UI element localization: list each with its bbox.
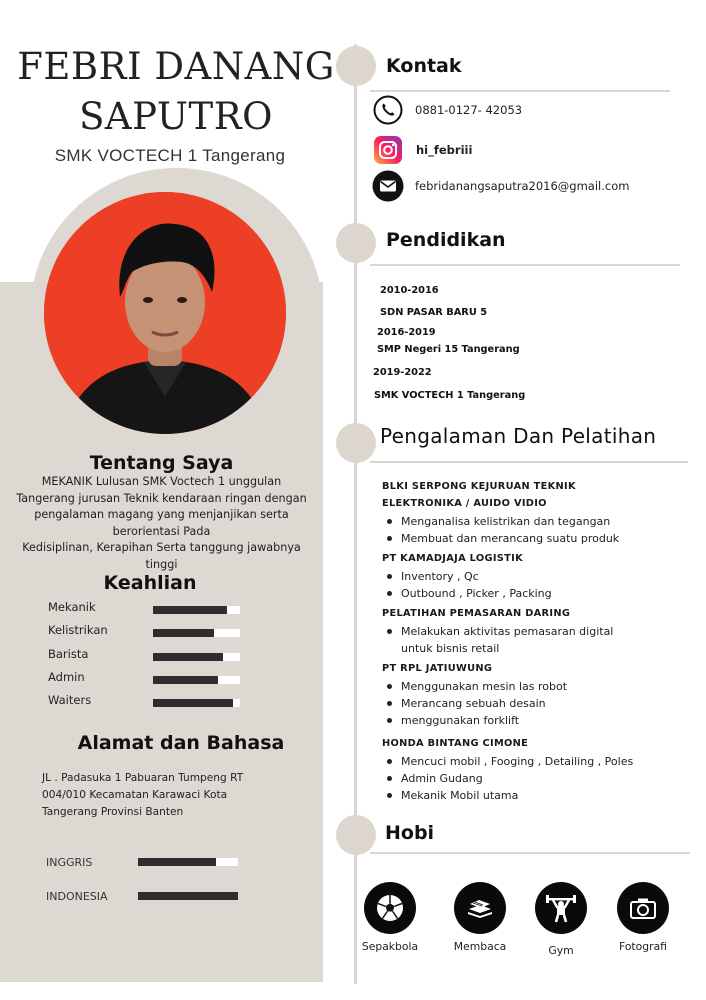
- hobby-item: [350, 882, 430, 953]
- mail-icon: [372, 170, 404, 202]
- skill-name: Admin: [48, 669, 85, 684]
- experience-bullet-continuation: untuk bisnis retail: [401, 642, 500, 655]
- language-name: INDONESIA: [46, 890, 108, 903]
- experience-bullet: Mekanik Mobil utama: [386, 787, 692, 804]
- experience-bullet: menggunakan forklift: [386, 712, 692, 729]
- contact-email[interactable]: [372, 170, 629, 202]
- hobby-label: Fotografi: [619, 940, 667, 953]
- language-name: INGGRIS: [46, 856, 93, 869]
- address-line: Tangerang Provinsi Banten: [42, 806, 184, 818]
- experience-bullet: Membuat dan merancang suatu produk: [386, 530, 692, 547]
- skill-row: [48, 600, 248, 623]
- skill-bar-fill: [153, 629, 214, 637]
- about-line: Tangerang jurusan Teknik kendaraan ringan dengan: [16, 491, 307, 505]
- about-title: Tentang Saya: [89, 452, 234, 474]
- skill-row: [48, 647, 248, 670]
- education-year: 2019-2022: [373, 367, 432, 378]
- email-address: febridanangsaputra2016@gmail.com: [415, 179, 630, 193]
- timeline-dot: [336, 223, 376, 263]
- contact-phone[interactable]: [372, 94, 522, 126]
- phone-number: 0881-0127- 42053: [415, 103, 523, 117]
- education-year: 2016-2019: [377, 327, 436, 338]
- address-title: Alamat dan Bahasa: [77, 732, 285, 754]
- skill-row: [48, 623, 248, 646]
- weightlifting-icon: [535, 882, 587, 934]
- section-divider: [370, 852, 690, 854]
- education-school: SDN PASAR BARU 5: [380, 307, 488, 318]
- experience-heading: PT RPL JATIUWUNG: [382, 663, 493, 674]
- address-text: [42, 770, 282, 821]
- about-line: tinggi: [145, 557, 178, 571]
- about-text: [0, 474, 323, 573]
- profile-photo: [44, 192, 286, 434]
- experience-bullet: Outbound , Picker , Packing: [386, 585, 692, 602]
- about-line: MEKANIK Lulusan SMK Voctech 1 unggulan: [41, 475, 282, 488]
- language-bar: [138, 858, 238, 866]
- address-line: 004/010 Kecamatan Karawaci Kota: [42, 789, 228, 801]
- skill-name: Barista: [48, 646, 89, 661]
- about-line: Kedisiplinan, Kerapihan Serta tanggung jawabnya: [22, 541, 301, 554]
- hobby-item: [603, 882, 683, 953]
- hobbies-title: Hobi: [385, 822, 435, 844]
- skill-bar: [153, 629, 240, 637]
- education-year: 2010-2016: [380, 285, 439, 296]
- experience-item: [382, 605, 692, 657]
- experience-bullet: Menggunakan mesin las robot: [386, 678, 692, 695]
- hobby-label: Membaca: [453, 940, 507, 953]
- experience-item: [382, 660, 692, 729]
- skill-name: Waiters: [48, 693, 92, 708]
- timeline-dot: [336, 423, 376, 463]
- person-name: [0, 42, 352, 142]
- skill-name: Mekanik: [48, 600, 96, 614]
- name-line-1: FEBRI DANANG: [17, 45, 335, 88]
- skill-name: Kelistrikan: [48, 623, 108, 638]
- experience-item: [382, 735, 692, 804]
- skill-bar-fill: [153, 653, 223, 661]
- timeline-dot: [336, 46, 376, 86]
- skill-row: [48, 670, 248, 693]
- portrait-illustration: [44, 192, 286, 434]
- experience-heading: BLKI SERPONG KEJURUAN TEKNIK: [382, 481, 576, 492]
- section-divider: [370, 461, 688, 463]
- name-line-2: SAPUTRO: [79, 95, 273, 138]
- language-bar-fill: [138, 892, 238, 900]
- experience-list: [382, 478, 692, 807]
- experience-bullet: Menganalisa kelistrikan dan tegangan: [386, 513, 692, 530]
- experience-heading: ELEKTRONIKA / AUIDO VIDIO: [382, 498, 547, 509]
- language-bar: [138, 892, 238, 900]
- experience-bullet: Admin Gudang: [386, 770, 692, 787]
- hobby-label: Gym: [548, 944, 574, 957]
- skill-bar-fill: [153, 699, 233, 707]
- experience-heading: PT KAMADJAJA LOGISTIK: [382, 553, 523, 564]
- school-subtitle: SMK VOCTECH 1 Tangerang: [54, 146, 286, 165]
- soccer-ball-icon: [364, 882, 416, 934]
- camera-icon: [617, 882, 669, 934]
- experience-item: [382, 478, 692, 547]
- experience-bullet: Inventory , Qc: [386, 568, 692, 585]
- experience-bullet: Melakukan aktivitas pemasaran digital: [386, 623, 692, 640]
- about-line: pengalaman magang yang menjanjikan serta: [34, 508, 289, 521]
- language-bar-fill: [138, 858, 216, 866]
- instagram-icon: [372, 134, 404, 166]
- hobby-item: [440, 882, 520, 953]
- contact-instagram[interactable]: [372, 134, 472, 166]
- experience-bullet: Mencuci mobil , Fooging , Detailing , Poles: [386, 753, 692, 770]
- skill-bar: [153, 676, 240, 684]
- skills-list: [48, 600, 248, 716]
- address-line: JL . Padasuka 1 Pabuaran Tumpeng RT: [42, 772, 244, 784]
- experience-item: [382, 550, 692, 602]
- phone-icon: [372, 94, 404, 126]
- contact-title: Kontak: [386, 55, 462, 77]
- education-school: SMP Negeri 15 Tangerang: [377, 344, 520, 355]
- book-icon: [454, 882, 506, 934]
- section-divider: [370, 90, 670, 92]
- skills-title: Keahlian: [103, 572, 197, 594]
- hobby-item: [521, 882, 601, 957]
- skill-row: [48, 693, 248, 716]
- skill-bar: [153, 606, 240, 614]
- skill-bar: [153, 653, 240, 661]
- education-title: Pendidikan: [386, 229, 506, 251]
- experience-heading: HONDA BINTANG CIMONE: [382, 738, 529, 749]
- experience-title: Pengalaman Dan Pelatihan: [380, 424, 657, 448]
- experience-heading: PELATIHAN PEMASARAN DARING: [382, 608, 571, 619]
- skill-bar-fill: [153, 606, 227, 614]
- education-school: SMK VOCTECH 1 Tangerang: [374, 390, 526, 401]
- about-line: berorientasi Pada: [112, 524, 211, 538]
- experience-bullet: Merancang sebuah desain: [386, 695, 692, 712]
- section-divider: [370, 264, 680, 266]
- hobby-label: Sepakbola: [361, 940, 419, 953]
- timeline-dot: [336, 815, 376, 855]
- skill-bar-fill: [153, 676, 218, 684]
- skill-bar: [153, 699, 240, 707]
- instagram-handle: hi_febriii: [416, 143, 473, 157]
